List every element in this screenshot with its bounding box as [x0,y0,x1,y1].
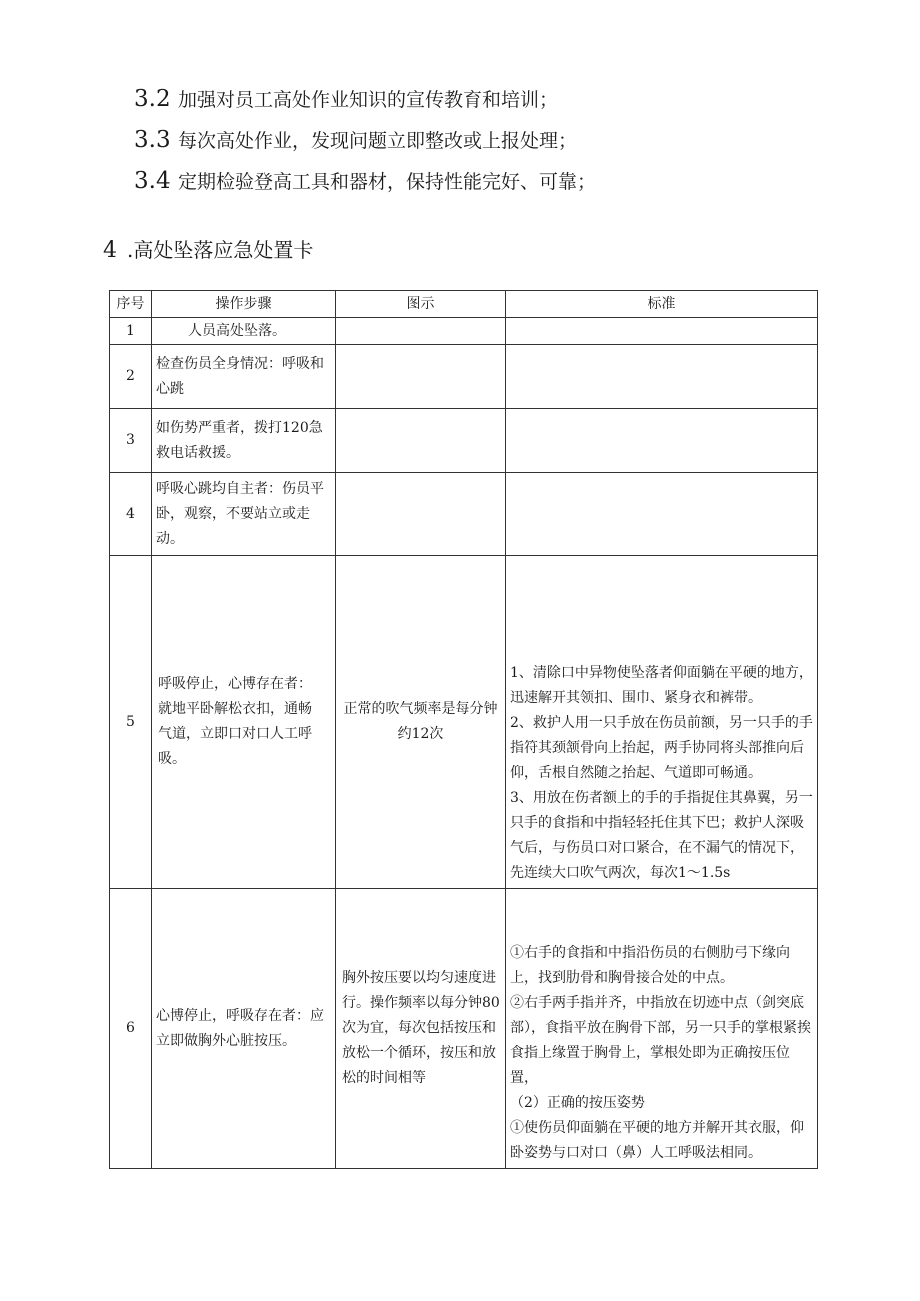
item-text: 每次高处作业，发现问题立即整改或上报处理； [178,130,578,152]
cell-standard [506,889,818,1169]
header-figure: 图示 [336,291,506,318]
header-standard: 标准 [506,291,818,318]
item-number: 3.3 [134,127,171,153]
section-number: 4 [103,238,117,263]
cell-figure [336,473,506,556]
standard-paragraph: 1、清除口中异物使坠落者仰面躺在平硬的地方，迅速解开其领扣、围巾、紧身衣和裤带。 [510,665,813,706]
table-row [110,889,818,1169]
standard-subheading: （2）正确的按压姿势 [510,1095,645,1111]
standard-paragraph: ①使伤员仰面躺在平硬的地方并解开其衣服，仰卧姿势与口对口（鼻）人工呼吸法相同。 [510,1120,804,1161]
cell-no: 3 [110,409,152,473]
cell-step: 人员高处坠落。 [152,318,336,345]
table-row [110,473,818,556]
cell-figure [336,318,506,345]
cell-step: 检查伤员全身情况：呼吸和心跳 [152,345,336,409]
list-item-3-3 [134,127,577,154]
cell-figure: 正常的吹气频率是每分钟约12次 [336,556,506,889]
standard-paragraph: 3、用放在伤者额上的手的手指捉住其鼻翼，另一只手的食指和中指轻轻托住其下巴；救护人深吸气后，与伤员口对口紧合，在不漏气的情况下，先连续大口吹气两次，每次1～1.5s [510,790,813,881]
section-heading [103,237,313,264]
item-number: 3.2 [134,86,171,112]
cell-standard [506,473,818,556]
item-text: 定期检验登高工具和器材，保持性能完好、可靠； [178,171,597,193]
table-row [110,556,818,889]
emergency-card-table [109,290,818,1169]
table-row [110,345,818,409]
list-item-3-2 [134,86,558,113]
table-row [110,318,818,345]
header-step: 操作步骤 [152,291,336,318]
cell-step: 呼吸停止，心博存在者：就地平卧解松衣扣，通畅气道，立即口对口人工呼吸。 [152,556,336,889]
cell-no: 1 [110,318,152,345]
list-item-3-4 [134,168,596,195]
standard-paragraph: 2、救护人用一只手放在伤员前额，另一只手的手指符其颈颔骨向上抬起，两手协同将头部推向后仰，舌根自然随之抬起、气道即可畅通。 [510,715,813,781]
cell-step: 如伤势严重者，拨打120急救电话救援。 [152,409,336,473]
cell-no: 6 [110,889,152,1169]
cell-step: 心博停止，呼吸存在者：应立即做胸外心脏按压。 [152,889,336,1169]
cell-no: 4 [110,473,152,556]
standard-paragraph: ②右手两手指并齐，中指放在切迹中点（剑突底部），食指平放在胸骨下部，另一只手的掌根紧挨食指上缘置于胸骨上，掌根处即为正确按压位置， [510,995,811,1086]
cell-standard [506,345,818,409]
standard-paragraph: ①右手的食指和中指沿伤员的右侧肋弓下缘向上，找到肋骨和胸骨接合处的中点。 [510,945,790,986]
cell-no: 5 [110,556,152,889]
table-row [110,409,818,473]
cell-no: 2 [110,345,152,409]
cell-step: 呼吸心跳均自主者：伤员平卧，观察，不要站立或走动。 [152,473,336,556]
cell-figure [336,345,506,409]
header-no: 序号 [110,291,152,318]
cell-standard [506,409,818,473]
section-title-text: .高处坠落应急处置卡 [127,238,314,262]
cell-figure [336,409,506,473]
cell-standard [506,318,818,345]
item-number: 3.4 [134,168,171,194]
table-header-row [110,291,818,318]
cell-standard [506,556,818,889]
cell-figure: 胸外按压要以均匀速度进行。操作频率以每分钟80次为宜，每次包括按压和放松一个循环，按压和放松的时间相等 [336,889,506,1169]
item-text: 加强对员工高处作业知识的宣传教育和培训； [178,89,559,111]
